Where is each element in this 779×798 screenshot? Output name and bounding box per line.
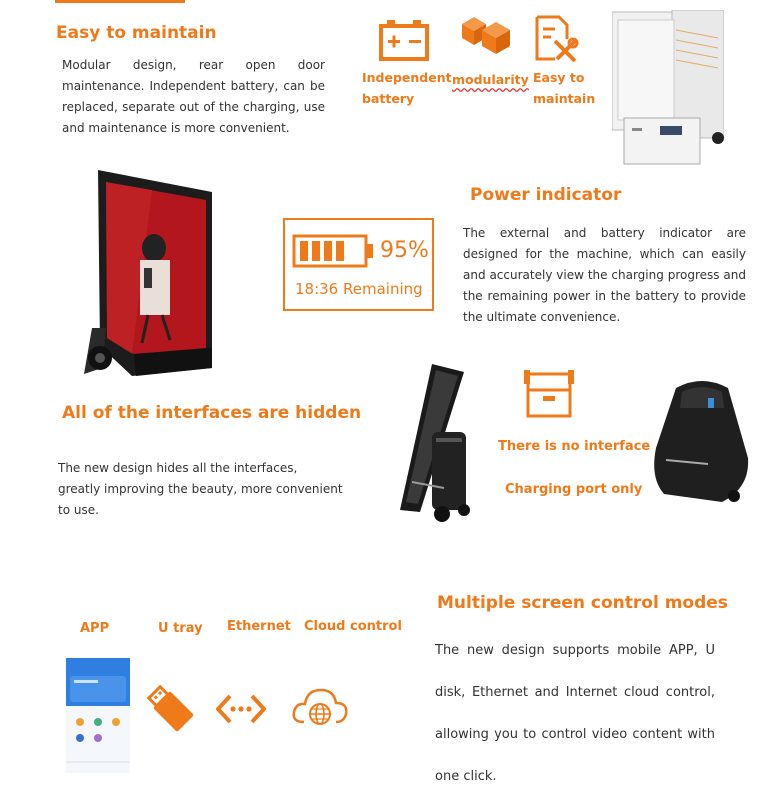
cubes-icon — [458, 14, 514, 62]
battery-level-bar — [336, 241, 344, 261]
control-title: Multiple screen control modes — [437, 593, 728, 613]
charging-port-label: Charging port only — [505, 482, 643, 497]
kiosk-front-photo — [62, 168, 222, 383]
usb-drive-icon — [144, 682, 196, 734]
power-body: The external and battery indicator are designed for the machine, which can easily and accurately view the charging progress and the remaining power in the battery to provide the ultimate convenience. — [463, 226, 746, 324]
hidden-port-icon — [522, 368, 576, 418]
charging-unit-photo — [652, 378, 752, 506]
battery-label: Independent battery — [362, 70, 452, 106]
mode-label-utray: U tray — [158, 621, 203, 636]
open-cabinet-photo — [612, 10, 724, 165]
phone-app-icon — [66, 658, 130, 773]
power-indicator-box — [283, 218, 434, 311]
kiosk-side-photo — [392, 362, 484, 524]
modularity-label: modularity — [452, 72, 529, 87]
interfaces-title: All of the interfaces are hidden — [62, 403, 362, 423]
ethernet-icon — [216, 692, 266, 726]
battery-level-bar — [312, 241, 320, 261]
mode-label-app: APP — [80, 621, 110, 636]
battery-remaining: 18:36 Remaining — [295, 280, 423, 298]
no-interface-label: There is no interface — [498, 439, 651, 454]
interfaces-body: The new design hides all the interfaces, greatly improving the beauty, more convenient to use. — [58, 461, 343, 517]
tools-icon — [533, 15, 579, 63]
top-accent-bar — [55, 0, 185, 3]
battery-percent: 95% — [380, 238, 429, 263]
maintain-title: Easy to maintain — [56, 23, 217, 43]
control-body: The new design supports mobile APP, U disk, Ethernet and Internet cloud control, allowing you to control video content with one click. — [435, 643, 715, 784]
mode-label-cloud: Cloud control — [304, 619, 402, 634]
power-title: Power indicator — [470, 185, 622, 205]
maintain-body: Modular design, rear open door maintenance. Independent battery, can be replaced, separate out of the charging, use and maintenance is more convenient. — [62, 58, 325, 135]
battery-icon — [378, 16, 430, 62]
battery-level-bar — [324, 241, 332, 261]
battery-level-icon — [292, 234, 374, 268]
mode-label-ethernet: Ethernet — [227, 619, 291, 634]
tools-label: Easy to maintain — [533, 70, 596, 106]
battery-level-bar — [300, 241, 308, 261]
cloud-globe-icon — [290, 684, 350, 728]
